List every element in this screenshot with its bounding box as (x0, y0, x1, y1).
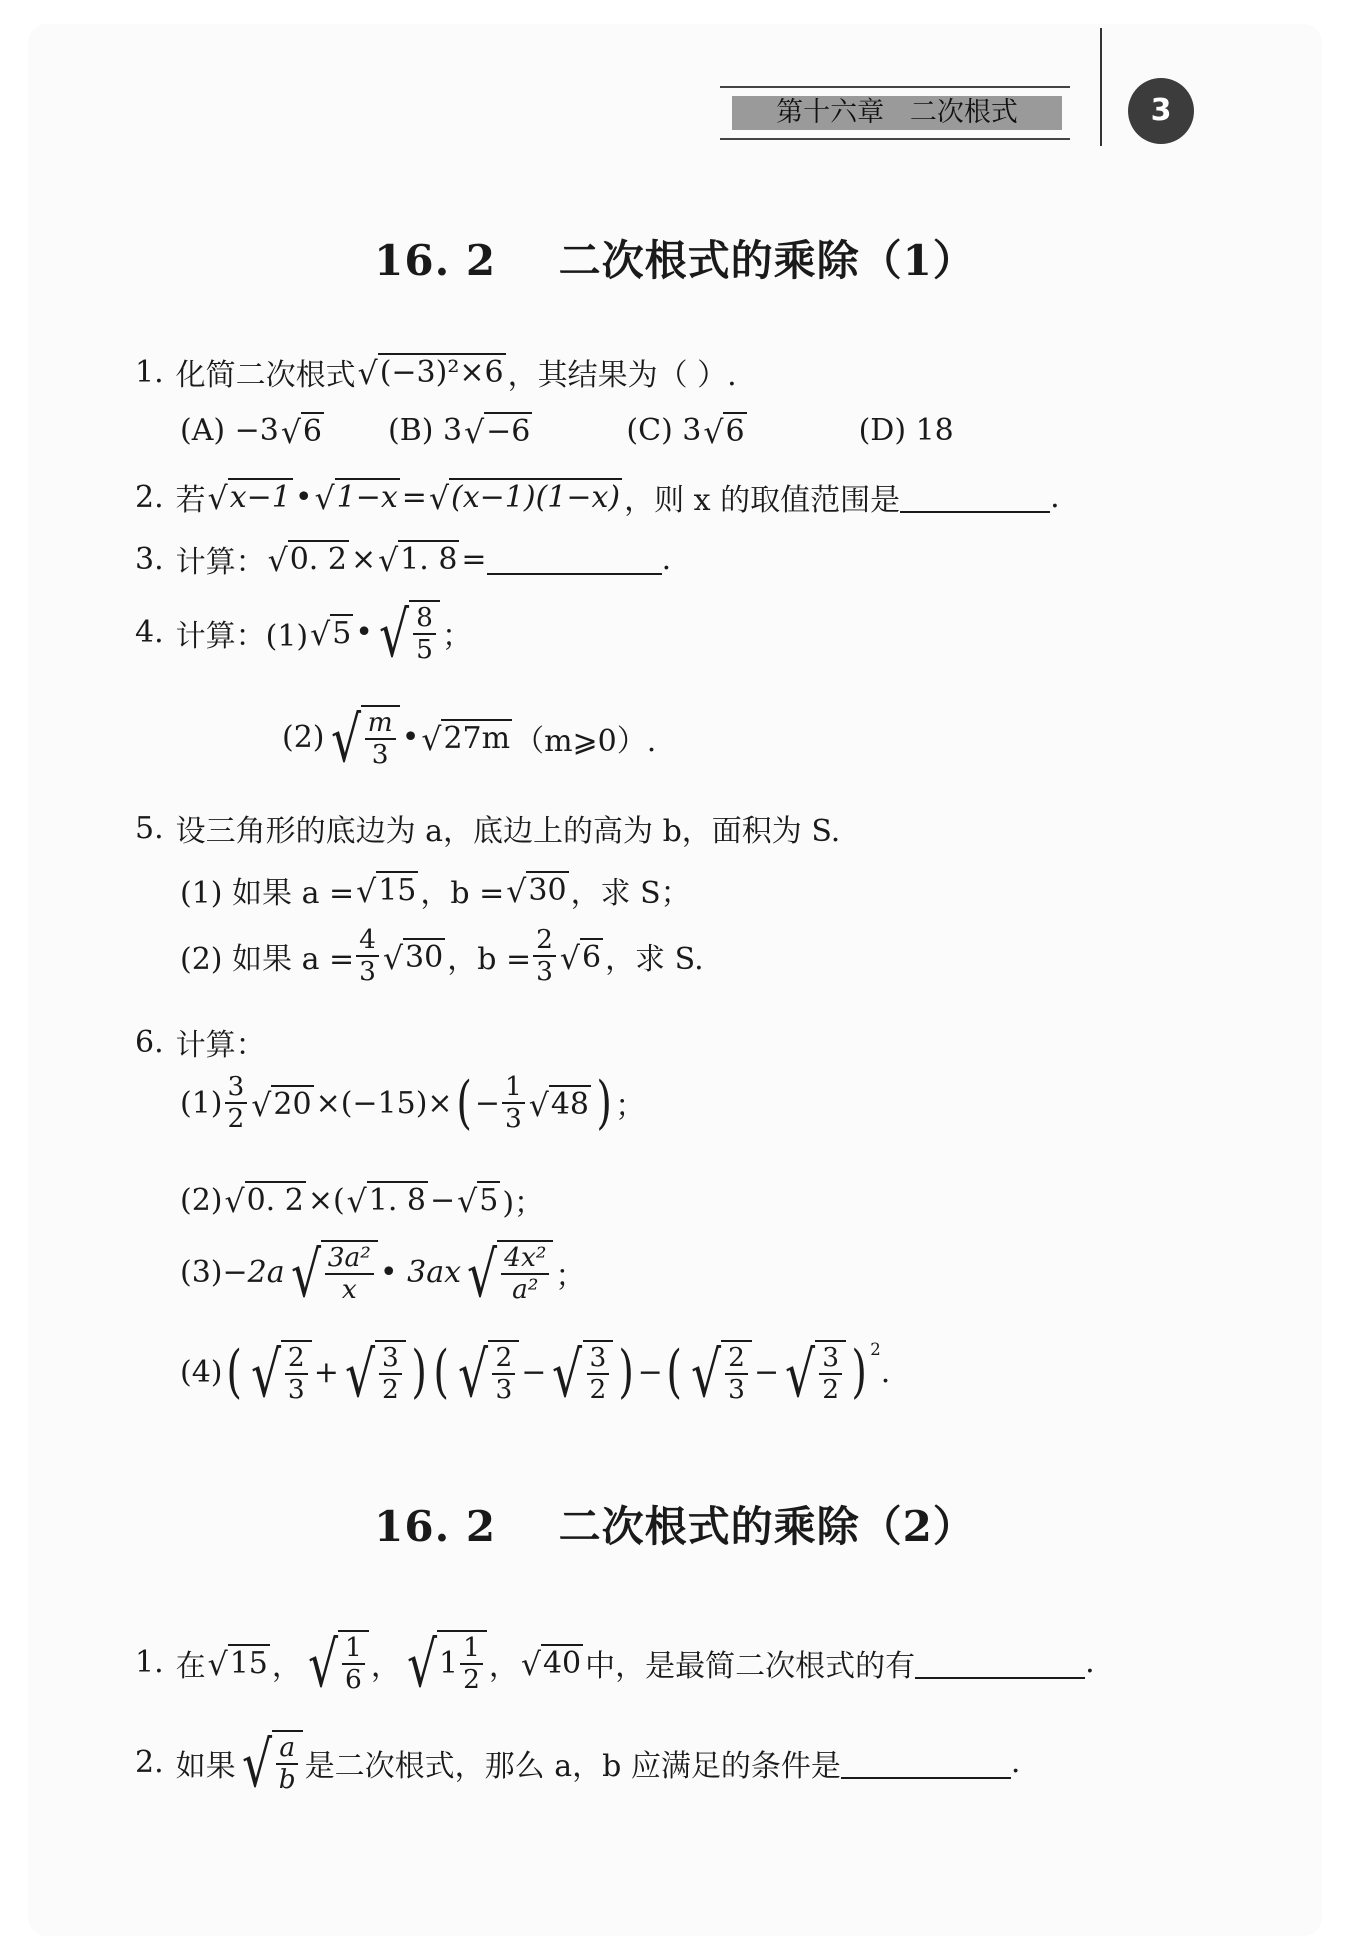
equals-sign: = (461, 541, 487, 577)
expression-text: )； (502, 1186, 545, 1221)
left-paren: ( (433, 1339, 449, 1406)
minus-sign: − (753, 1355, 780, 1391)
radical: √ 15 (207, 1646, 268, 1684)
right-paren: ) (411, 1339, 427, 1406)
radical: √ 5 (310, 616, 352, 654)
question-6-part-2 (180, 1178, 544, 1222)
part-text: ，b = (420, 876, 505, 911)
question-1-options (180, 412, 954, 450)
section-2-question-2 (135, 1727, 1021, 1801)
radical-fraction: √ $\frac{1}{6}$ (304, 1630, 369, 1696)
question-text: 化简二次根式 (175, 358, 356, 393)
question-4-part-2 (282, 702, 657, 776)
radical: √ −6 (464, 414, 531, 451)
semicolon: ； (555, 1258, 586, 1294)
question-5 (135, 806, 840, 850)
part-label: (4) (180, 1355, 223, 1391)
radical: √ 48 (528, 1086, 590, 1124)
question-2 (135, 475, 1060, 519)
period: . (661, 541, 672, 577)
section-title-1: 16. 2 二次根式的乘除（1） (374, 236, 976, 285)
question-6-part-3 (180, 1237, 586, 1311)
exponent: 2 (870, 1340, 881, 1359)
part-text: ，求 S； (570, 876, 691, 911)
dot-operator: • (294, 479, 313, 515)
times-sign: × (350, 541, 377, 577)
right-paren: ) (618, 1339, 635, 1406)
part-label: (2) (180, 1182, 223, 1218)
question-text: 如果 (175, 1748, 236, 1784)
question-text: 计算： (175, 545, 266, 580)
comma: ， (271, 1648, 302, 1684)
question-text: 计算： (175, 1028, 266, 1063)
expression-text: ×( (307, 1182, 345, 1218)
header-divider (1100, 28, 1102, 146)
part-text: ，求 S. (605, 942, 704, 978)
question-5-part-2 (180, 925, 704, 988)
right-paren: ) (851, 1339, 867, 1406)
radical-fraction: √ $\frac{2}{3}$ (247, 1340, 312, 1406)
expression-text: • 3ax (379, 1255, 461, 1291)
question-text: ，则 x 的取值范围是 (624, 483, 901, 518)
question-6-part-1 (180, 1069, 646, 1136)
radical-fraction: √ $\frac{\text{3a²}}{x}$ (287, 1240, 378, 1306)
header-rule-bottom (720, 138, 1070, 140)
section-title-2: 16. 2 二次根式的乘除（2） (374, 1502, 976, 1551)
radical-fraction: √ $\frac{2}{3}$ (454, 1340, 519, 1406)
question-text: 设三角形的底边为 a，底边上的高为 b，面积为 S. (175, 814, 841, 849)
option-c: (C) 3 (626, 413, 702, 449)
question-number: 5. (135, 810, 164, 846)
question-text: 中，是最简二次根式的有 (585, 1648, 916, 1684)
radical: √ 0. 2 (224, 1183, 304, 1221)
question-4 (135, 597, 472, 671)
answer-blank[interactable] (915, 1647, 1085, 1679)
question-number: 2. (135, 479, 164, 515)
period: . (1010, 1745, 1021, 1781)
option-b: (B) 3 (388, 413, 463, 449)
question-text: 计算：(1) (175, 618, 309, 654)
question-text: 在 (175, 1648, 206, 1684)
minus-sign: − (637, 1355, 663, 1391)
radical-fraction: √ $\frac{3}{2}$ (781, 1340, 846, 1406)
question-text: ，其结果为（ ）. (507, 358, 737, 393)
chapter-label: 第十六章 二次根式 (732, 96, 1062, 130)
right-paren: ) (596, 1069, 612, 1136)
condition: （m⩾0）. (514, 723, 657, 759)
expression-text: ×(−15)× (315, 1085, 453, 1121)
part-text: (1) 如果 a = (180, 876, 355, 911)
left-paren: ( (225, 1339, 242, 1406)
radical: √ 1. 8 (346, 1183, 426, 1221)
question-5-part-1 (180, 868, 691, 912)
radical-fraction: √ $\frac{2}{3}$ (687, 1340, 752, 1406)
left-paren: ( (666, 1339, 682, 1406)
radical: √ 15 (356, 873, 417, 911)
comma: ， (488, 1648, 519, 1684)
dot-operator: • (355, 615, 373, 651)
radical: √ (x−1)(1−x) (428, 480, 621, 518)
radical-mixed-number: √ 1 $\frac{1}{2}$ (403, 1630, 487, 1696)
part-text: ，b = (447, 942, 532, 978)
radical-fraction: √ $\frac{m}{3}$ (327, 705, 400, 771)
semicolon: ； (615, 1089, 646, 1125)
question-6 (135, 1020, 266, 1064)
answer-blank[interactable] (900, 481, 1050, 513)
question-1 (135, 350, 737, 394)
plus-sign: + (313, 1355, 339, 1391)
dot-operator: • (401, 720, 420, 756)
left-paren: ( (455, 1069, 472, 1136)
expression-text: −2a (222, 1255, 285, 1291)
radical: √ 6 (703, 414, 745, 451)
radical: √ 0. 2 (267, 542, 347, 580)
period: . (1050, 479, 1060, 515)
part-label: (3) (180, 1255, 223, 1291)
radical: √ 1. 8 (378, 542, 458, 580)
radical: √ 27m (421, 721, 511, 759)
radical-fraction: √ $\frac{3}{2}$ (548, 1340, 613, 1406)
equals-sign: = (401, 479, 427, 515)
radical: √ 40 (520, 1646, 582, 1684)
answer-blank[interactable] (841, 1747, 1011, 1779)
part-label: (1) (180, 1085, 223, 1121)
fraction: $\frac{1}{3}$ (502, 1072, 525, 1135)
part-label: (2) (282, 720, 325, 756)
question-number: 1. (135, 354, 164, 390)
question-number: 2. (135, 1745, 164, 1781)
radical-fraction: √ $\frac{8}{5}$ (375, 600, 440, 666)
header-rule-top (720, 86, 1070, 88)
section-2-question-1 (135, 1627, 1095, 1701)
option-d: (D) 18 (858, 413, 954, 449)
minus-sign: − (430, 1182, 456, 1218)
answer-blank[interactable] (487, 543, 662, 575)
comma: ， (370, 1648, 401, 1684)
radical-fraction: √ $\frac{3}{2}$ (341, 1340, 406, 1406)
question-number: 6. (135, 1024, 164, 1060)
period: . (1085, 1645, 1095, 1681)
radical: √ 5 (457, 1183, 499, 1221)
fraction: $\frac{2}{3}$ (533, 925, 556, 988)
minus-sign: − (521, 1355, 547, 1391)
radical-fraction: √ $\frac{\text{4x²}}{\text{a²}}$ (463, 1240, 553, 1306)
radical: √ 20 (251, 1086, 312, 1124)
question-number: 4. (135, 615, 164, 651)
question-number: 3. (135, 541, 164, 577)
option-a: (A) −3 (180, 413, 279, 449)
radical: √ x−1 (207, 480, 291, 518)
question-6-part-4 (180, 1337, 891, 1411)
semicolon: ； (441, 618, 472, 654)
question-number: 1. (135, 1645, 164, 1681)
minus-sign: − (474, 1085, 500, 1121)
radical: √ 30 (382, 939, 444, 977)
fraction: $\frac{4}{3}$ (356, 925, 379, 988)
question-text: 若 (175, 483, 206, 518)
radical: √ 6 (280, 414, 323, 451)
radical: √ 6 (559, 939, 602, 977)
page-number-badge: 3 (1128, 78, 1194, 144)
question-3 (135, 537, 671, 581)
radical: √ 1−x (314, 480, 398, 518)
fraction: $\frac{3}{2}$ (225, 1072, 248, 1135)
radical: √ 30 (506, 873, 567, 911)
question-text: 是二次根式，那么 a，b 应满足的条件是 (304, 1748, 841, 1784)
part-text: (2) 如果 a = (180, 942, 355, 978)
radical: √ (−3)²×6 (357, 355, 504, 393)
period: . (880, 1355, 891, 1391)
radical-fraction: √ $\frac{a}{b}$ (238, 1730, 303, 1796)
